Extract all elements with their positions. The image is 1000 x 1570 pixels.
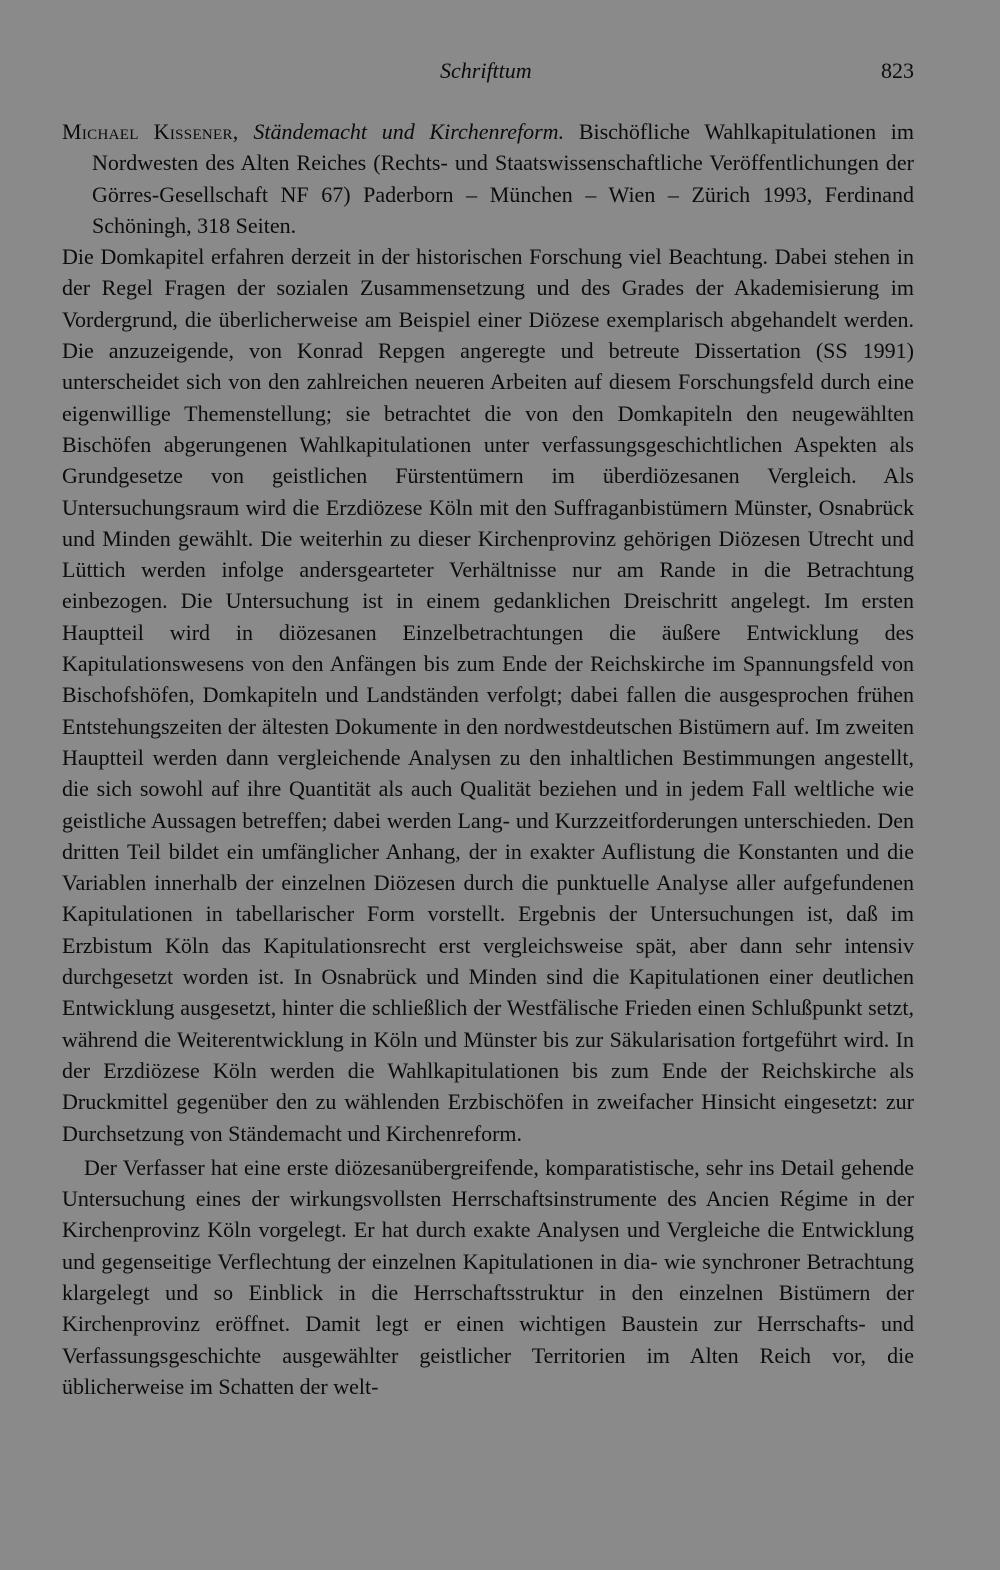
bibliographic-entry xyxy=(62,116,914,241)
running-title: Schrifttum xyxy=(440,58,532,83)
running-head xyxy=(0,58,1000,94)
review-paragraph: Der Verfasser hat eine erste diözesanübergreifende, komparatistische, sehr ins Detail gehende Untersuchung eines der wirkungsvollsten Herrschaftsinstrumente des Ancien Régime in der Kirchenprovinz Köln vorgelegt. Er hat durch exakte Analysen und Vergleiche die Entwicklung und gegenseitige Verflechtung der einzelnen Kapitulationen in dia- wie synchroner Betrachtung klargelegt und so Einblick in die Herrschaftsstruktur in den einzelnen Bistümern der Kirchenprovinz eröffnet. Damit legt er einen wichtigen Baustein zur Herrschafts- und Verfassungsgeschichte ausgewählter geistlicher Territorien im Alten Reich vor, die üblicherweise im Schatten der welt- xyxy=(62,1154,914,1399)
body-text xyxy=(62,116,914,1402)
review-paragraph: Die Domkapitel erfahren derzeit in der historischen Forschung viel Beachtung. Dabei stehen in der Regel Fragen der sozialen Zusammensetzung und des Grades der Akademisierung im Vordergrund, die überlicherweise am Beispiel einer Diözese exemplarisch abgehandelt werden. Die anzuzeigende, von Konrad Repgen angeregte und betreute Dissertation (SS 1991) unterscheidet sich von den zahlreichen neueren Arbeiten auf diesem Forschungsfeld durch eine eigenwillige Themenstellung; sie betrachtet die von den Domkapiteln den neugewählten Bischöfen abgerungenen Wahlkapitulationen unter verfassungsgeschichtlichen Aspekten als Grundgesetze von geistlichen Fürstentümern im überdiözesanen Vergleich. Als Untersuchungsraum wird die Erzdiözese Köln mit den Suffraganbistümern Münster, Osnabrück und Minden gewählt. Die weiterhin zu dieser Kirchenprovinz gehörigen Diözesen Utrecht und Lüttich werden infolge andersgearteter Verhältnisse nur am Rande in die Betrachtung einbezogen. Die Untersuchung ist in einem gedanklichen Dreischritt angelegt. Im ersten Hauptteil wird in diözesanen Einzelbetrachtungen die äußere Entwicklung des Kapitulationswesens von den Anfängen bis zum Ende der Reichskirche im Spannungsfeld von Bischofshöfen, Domkapiteln und Landständen verfolgt; dabei fallen die ausgesprochen frühen Entstehungszeiten der ältesten Dokumente in den nordwestdeutschen Bistümern auf. Im zweiten Hauptteil werden dann vergleichende Analysen zu den inhaltlichen Bestimmungen angestellt, die sich sowohl auf ihre Quantität als auch Qualität beziehen und in jedem Fall weltliche wie geistliche Aussagen betreffen; dabei werden Lang- und Kurzzeitforderungen unterschieden. Den dritten Teil bildet ein umfänglicher Anhang, der in exakter Auflistung die Konstanten und die Variablen innerhalb der einzelnen Diözesen durch die punktuelle Analyse aller aufgefundenen Kapitulationen in tabellarischer Form vorstellt. Ergebnis der Untersuchungen ist, daß im Erzbistum Köln das Kapitulationsrecht erst vergleichsweise spät, aber dann sehr intensiv durchgesetzt worden ist. In Osnabrück und Minden sind die Kapitulationen einer deutlichen Entwicklung ausgesetzt, hinter die schließlich der Westfälische Frieden einen Schlußpunkt setzt, während die Weiterentwicklung in Köln und Münster bis zur Säkularisation fortgeführt wird. In der Erzdiözese Köln werden die Wahlkapitulationen bis zum Ende der Reichskirche als Druckmittel gegenüber den zu wählenden Erzbischöfen in zweifacher Hinsicht eingesetzt: zur Durchsetzung von Ständemacht und Kirchenreform. xyxy=(62,244,914,1146)
page-number: 823 xyxy=(881,58,914,83)
entry-title: Ständemacht und Kirchenreform. xyxy=(253,119,565,144)
entry-author: Michael Kissener, xyxy=(62,119,239,144)
entry-details: Bischöfliche Wahlkapitulationen im Nordwesten des Alten Reiches (Rechts- und Staatswissenschaftliche Veröffentlichungen der Görres-Gesellschaft NF 67) Paderborn – München – Wien – Zürich 1993, Ferdinand Schöningh, 318 Seiten. xyxy=(92,119,915,238)
